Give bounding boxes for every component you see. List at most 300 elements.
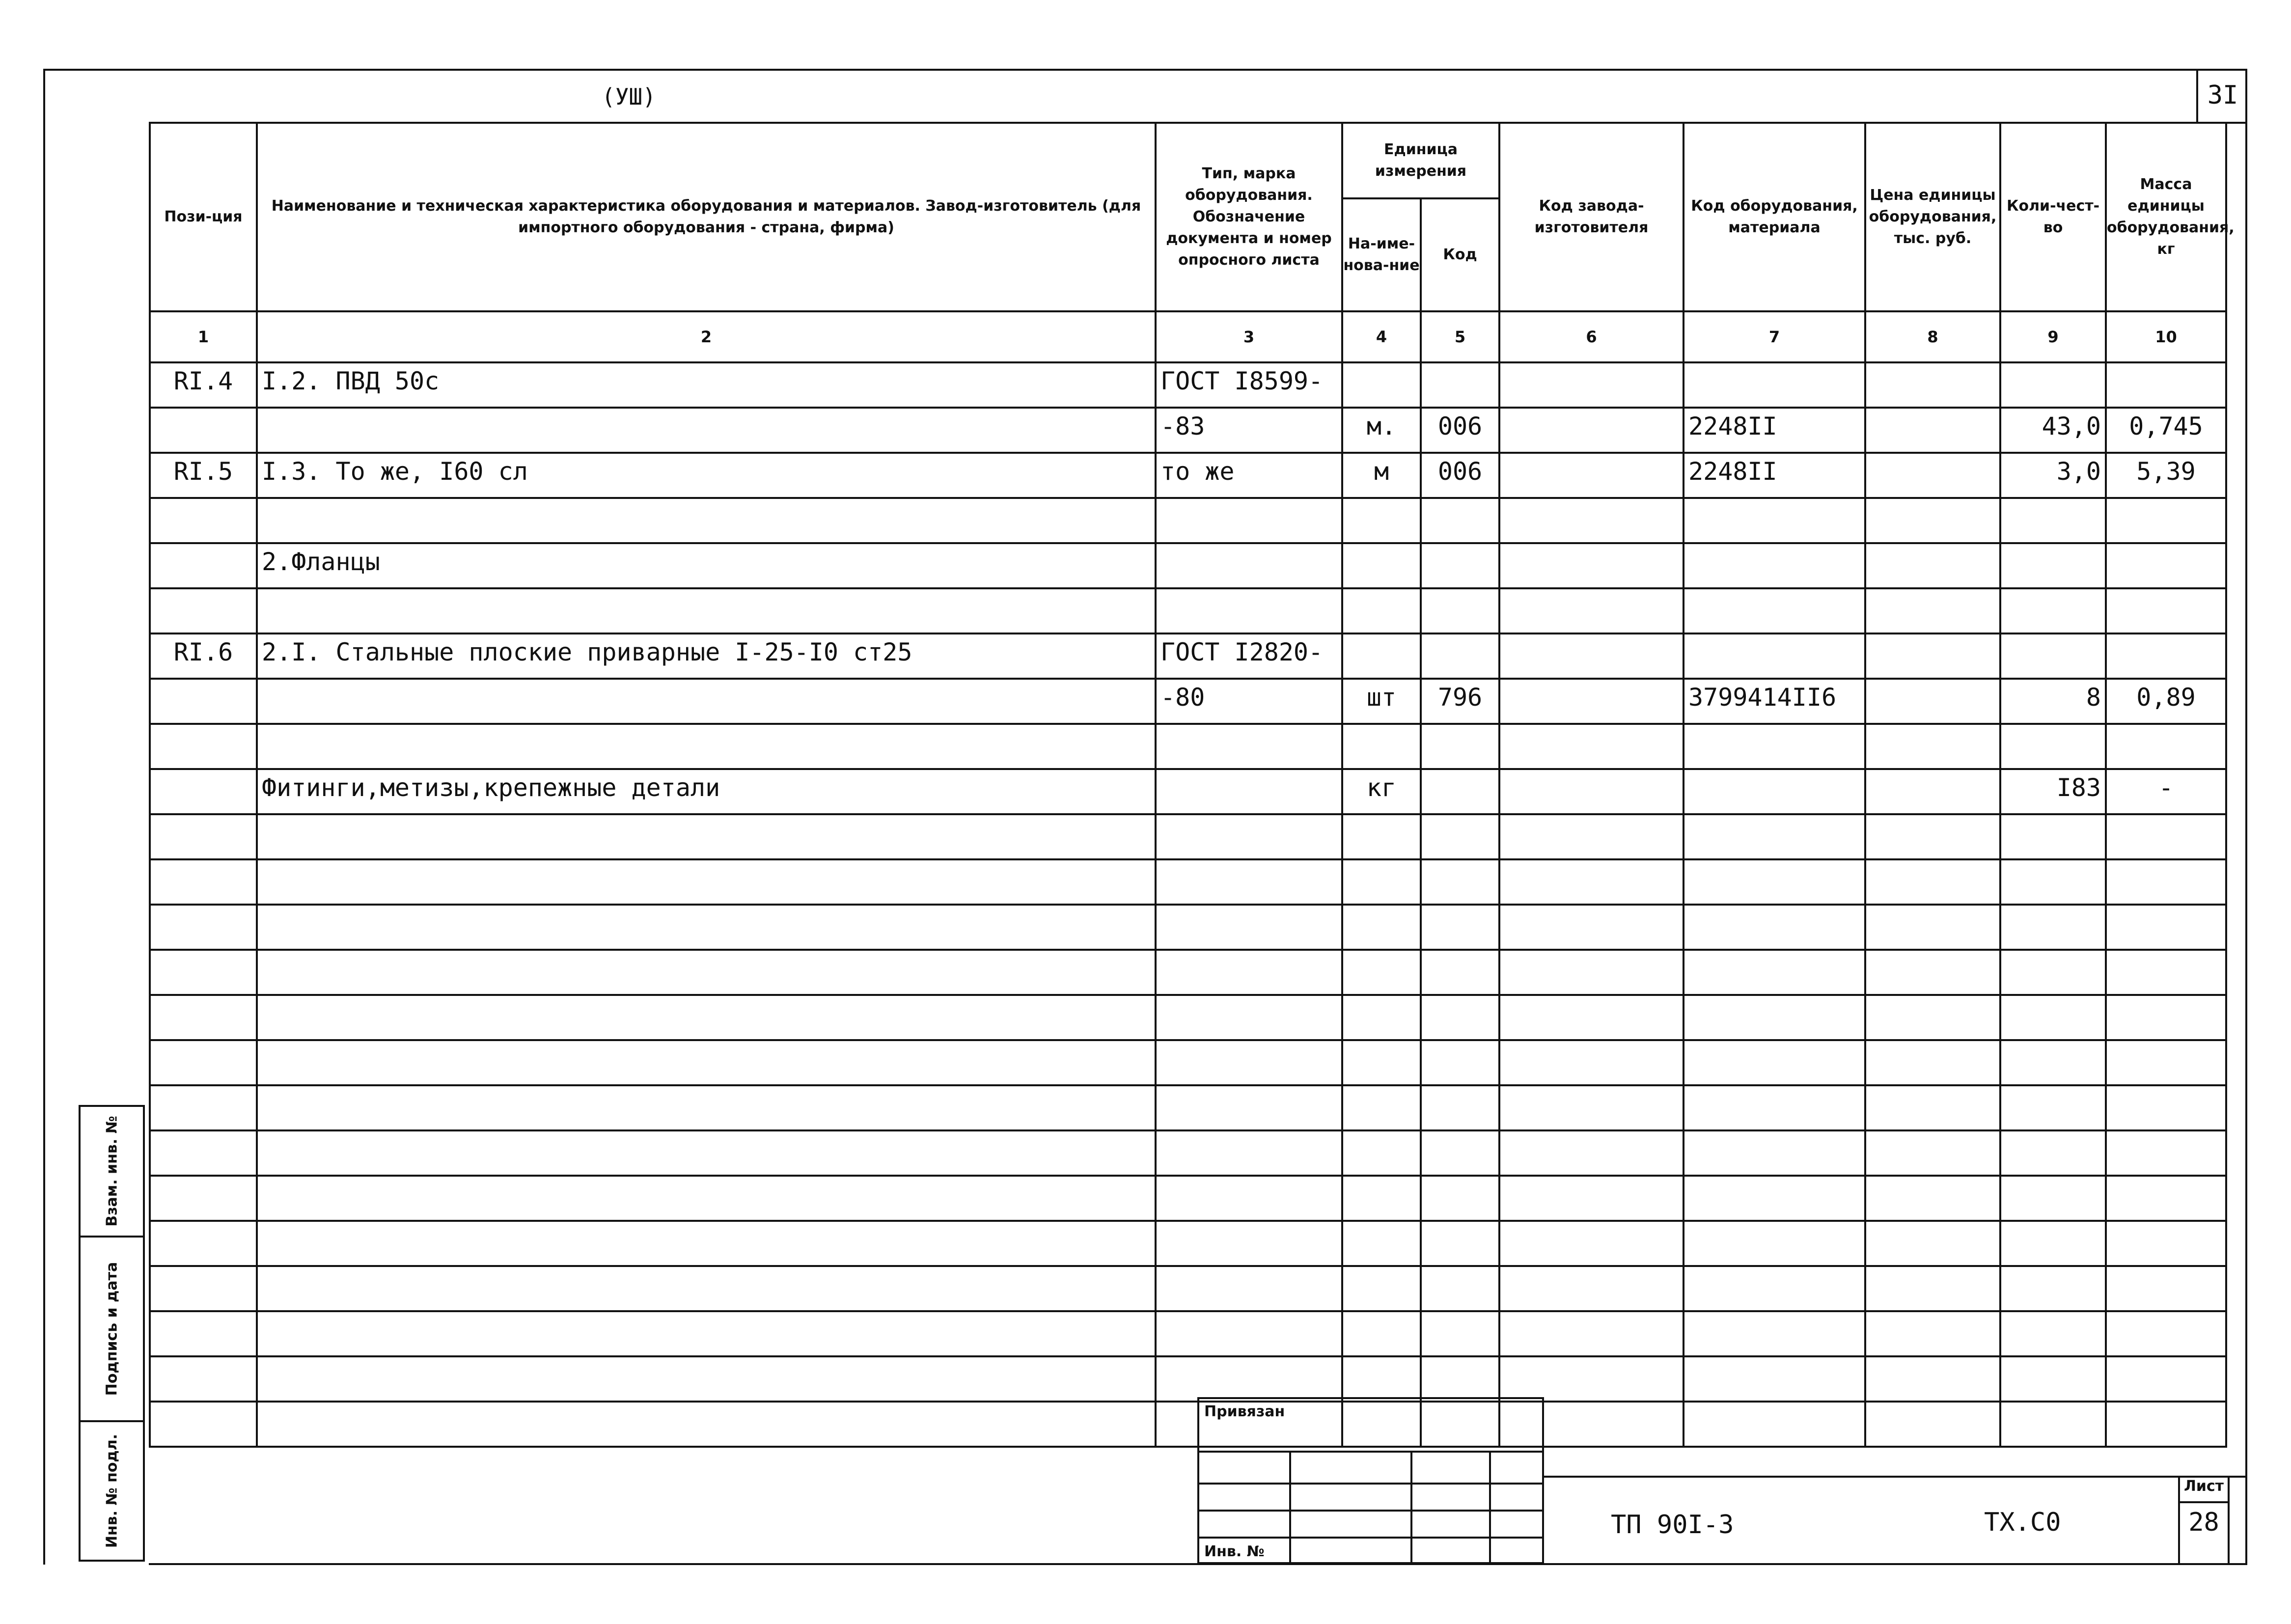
cell-name xyxy=(257,950,1156,995)
cell-price xyxy=(1865,950,2000,995)
table-row xyxy=(150,859,2226,905)
sidebar-label: Подпись и дата xyxy=(103,1262,120,1396)
cell-mat: 3799414II6 xyxy=(1684,679,1865,724)
cell-unit xyxy=(1342,995,1421,1040)
cell-pos xyxy=(150,905,257,950)
cell-price xyxy=(1865,905,2000,950)
col-header-factory-code: Код завода-изготовителя xyxy=(1499,123,1684,311)
cell-mass xyxy=(2106,543,2226,588)
table-row xyxy=(150,1176,2226,1221)
cell-code xyxy=(1421,724,1499,769)
col-header-position: Пози-ция xyxy=(150,123,257,311)
cell-unit: кг xyxy=(1342,769,1421,814)
table-row xyxy=(150,724,2226,769)
cell-name: Фитинги,метизы,крепежные детали xyxy=(257,769,1156,814)
cell-price xyxy=(1865,1221,2000,1266)
title-block-line xyxy=(1544,1476,2247,1478)
cell-pos xyxy=(150,1402,257,1447)
cell-type xyxy=(1156,995,1342,1040)
table-row xyxy=(150,1130,2226,1176)
cell-qty xyxy=(2000,950,2106,995)
cell-factory xyxy=(1499,543,1684,588)
cell-unit xyxy=(1342,1040,1421,1085)
cell-mass xyxy=(2106,1356,2226,1402)
cell-type: ГОСТ I8599- xyxy=(1156,362,1342,408)
cell-code xyxy=(1421,1356,1499,1402)
table-row xyxy=(150,679,2226,724)
cell-unit xyxy=(1342,362,1421,408)
cell-mass xyxy=(2106,724,2226,769)
cell-unit xyxy=(1342,1130,1421,1176)
cell-price xyxy=(1865,859,2000,905)
cell-price xyxy=(1865,1266,2000,1311)
cell-type xyxy=(1156,1311,1342,1356)
cell-price xyxy=(1865,1176,2000,1221)
table-row xyxy=(150,453,2226,498)
cell-pos xyxy=(150,408,257,453)
cell-qty xyxy=(2000,905,2106,950)
cell-mass xyxy=(2106,905,2226,950)
cell-qty xyxy=(2000,1221,2106,1266)
cell-factory xyxy=(1499,905,1684,950)
table-row xyxy=(150,1266,2226,1311)
cell-unit xyxy=(1342,1311,1421,1356)
cell-pos xyxy=(150,1266,257,1311)
col-header-unit-group xyxy=(1342,123,1499,311)
cell-mat xyxy=(1684,1221,1865,1266)
cell-mat: 2248II xyxy=(1684,408,1865,453)
cell-code xyxy=(1421,769,1499,814)
cell-mat xyxy=(1684,1176,1865,1221)
cell-type xyxy=(1156,905,1342,950)
table-row xyxy=(150,633,2226,679)
table-row xyxy=(150,1040,2226,1085)
cell-pos xyxy=(150,724,257,769)
cell-type xyxy=(1156,498,1342,543)
cell-unit xyxy=(1342,1176,1421,1221)
cell-name: I.2. ПВД 50с xyxy=(257,362,1156,408)
col-header-material-code: Код оборудования, материала xyxy=(1684,123,1865,311)
cell-name xyxy=(257,1176,1156,1221)
cell-price xyxy=(1865,1040,2000,1085)
cell-code: 796 xyxy=(1421,679,1499,724)
col-number: 1 xyxy=(150,311,257,362)
cell-name xyxy=(257,588,1156,633)
cell-price xyxy=(1865,588,2000,633)
cell-mass: 0,745 xyxy=(2106,408,2226,453)
cell-mass xyxy=(2106,814,2226,859)
cell-mass xyxy=(2106,588,2226,633)
table-row xyxy=(150,498,2226,543)
cell-mat xyxy=(1684,905,1865,950)
cell-code xyxy=(1421,588,1499,633)
cell-code xyxy=(1421,1221,1499,1266)
cell-mass xyxy=(2106,995,2226,1040)
cell-factory xyxy=(1499,679,1684,724)
cell-factory xyxy=(1499,1221,1684,1266)
cell-code xyxy=(1421,950,1499,995)
cell-mat xyxy=(1684,588,1865,633)
cell-code: 006 xyxy=(1421,408,1499,453)
cell-mass xyxy=(2106,1402,2226,1447)
cell-mass xyxy=(2106,633,2226,679)
cell-pos xyxy=(150,1311,257,1356)
cell-type xyxy=(1156,859,1342,905)
cell-mass xyxy=(2106,362,2226,408)
cell-unit xyxy=(1342,543,1421,588)
cell-type xyxy=(1156,1176,1342,1221)
cell-mat xyxy=(1684,498,1865,543)
cell-factory xyxy=(1499,1356,1684,1402)
table-row xyxy=(150,588,2226,633)
cell-type xyxy=(1156,588,1342,633)
cell-code xyxy=(1421,498,1499,543)
bound-label: Привязан xyxy=(1204,1403,1285,1420)
cell-type xyxy=(1156,1221,1342,1266)
column-number-row xyxy=(150,311,2226,362)
cell-name xyxy=(257,1311,1156,1356)
cell-price xyxy=(1865,1356,2000,1402)
col-header-unit-code: Код xyxy=(1443,246,1477,263)
header-tag: (УШ) xyxy=(602,83,656,110)
sheet-number-box xyxy=(2196,69,2247,124)
col-header-type: Тип, марка оборудования. Обозначение документа и номер опросного листа xyxy=(1156,123,1342,311)
cell-name xyxy=(257,724,1156,769)
cell-mat xyxy=(1684,633,1865,679)
cell-code xyxy=(1421,1040,1499,1085)
cell-name xyxy=(257,1402,1156,1447)
cell-qty xyxy=(2000,724,2106,769)
cell-mat xyxy=(1684,1266,1865,1311)
table-row xyxy=(150,995,2226,1040)
cell-pos xyxy=(150,1356,257,1402)
cell-factory xyxy=(1499,1266,1684,1311)
cell-pos xyxy=(150,859,257,905)
cell-mat xyxy=(1684,1085,1865,1130)
cell-pos xyxy=(150,995,257,1040)
table-row xyxy=(150,769,2226,814)
cell-code xyxy=(1421,995,1499,1040)
cell-code xyxy=(1421,859,1499,905)
cell-price xyxy=(1865,453,2000,498)
cell-type: то же xyxy=(1156,453,1342,498)
bottom-border xyxy=(149,1563,2247,1565)
cell-unit xyxy=(1342,724,1421,769)
col-number: 5 xyxy=(1421,311,1499,362)
cell-type xyxy=(1156,1130,1342,1176)
cell-qty xyxy=(2000,995,2106,1040)
table-row xyxy=(150,408,2226,453)
cell-factory xyxy=(1499,950,1684,995)
sidebar-label: Взам. инв. № xyxy=(103,1116,120,1227)
header-row xyxy=(150,123,2226,311)
cell-factory xyxy=(1499,588,1684,633)
cell-factory xyxy=(1499,362,1684,408)
cell-name xyxy=(257,1040,1156,1085)
cell-unit xyxy=(1342,498,1421,543)
sheet-number: 3I xyxy=(2207,81,2238,110)
cell-name xyxy=(257,1266,1156,1311)
cell-code xyxy=(1421,1176,1499,1221)
cell-unit: м xyxy=(1342,453,1421,498)
cell-type xyxy=(1156,1085,1342,1130)
cell-price xyxy=(1865,1311,2000,1356)
cell-name xyxy=(257,679,1156,724)
document-section: ТХ.С0 xyxy=(1984,1508,2061,1537)
cell-qty xyxy=(2000,1356,2106,1402)
cell-name: I.3. То же, I60 сл xyxy=(257,453,1156,498)
cell-pos xyxy=(150,769,257,814)
specification-table xyxy=(149,122,2235,1448)
cell-pos: RI.6 xyxy=(150,633,257,679)
cell-factory xyxy=(1499,769,1684,814)
table-body xyxy=(150,362,2226,1447)
cell-type xyxy=(1156,724,1342,769)
cell-unit xyxy=(1342,633,1421,679)
cell-unit xyxy=(1342,1221,1421,1266)
cell-pos xyxy=(150,1130,257,1176)
table-row xyxy=(150,1311,2226,1356)
cell-type: -83 xyxy=(1156,408,1342,453)
cell-qty xyxy=(2000,543,2106,588)
cell-unit: шт xyxy=(1342,679,1421,724)
table-row xyxy=(150,1402,2226,1447)
cell-mat xyxy=(1684,543,1865,588)
cell-qty xyxy=(2000,588,2106,633)
table-row xyxy=(150,543,2226,588)
cell-factory xyxy=(1499,633,1684,679)
cell-type xyxy=(1156,543,1342,588)
cell-mat xyxy=(1684,995,1865,1040)
cell-mass: - xyxy=(2106,769,2226,814)
col-number: 9 xyxy=(2000,311,2106,362)
table-row xyxy=(150,905,2226,950)
cell-mass xyxy=(2106,1130,2226,1176)
cell-name xyxy=(257,1130,1156,1176)
cell-mass xyxy=(2106,1311,2226,1356)
cell-price xyxy=(1865,633,2000,679)
cell-mat xyxy=(1684,950,1865,995)
cell-code xyxy=(1421,633,1499,679)
col-header-quantity: Коли-чест-во xyxy=(2000,123,2106,311)
cell-mat xyxy=(1684,1040,1865,1085)
cell-name xyxy=(257,859,1156,905)
cell-pos: RI.4 xyxy=(150,362,257,408)
cell-unit xyxy=(1342,814,1421,859)
cell-name xyxy=(257,995,1156,1040)
cell-code xyxy=(1421,1311,1499,1356)
cell-unit xyxy=(1342,905,1421,950)
cell-unit xyxy=(1342,1356,1421,1402)
cell-name xyxy=(257,1356,1156,1402)
cell-name: 2.Фланцы xyxy=(257,543,1156,588)
cell-type xyxy=(1156,1040,1342,1085)
cell-mat xyxy=(1684,769,1865,814)
unit-group-label: Единица измерения xyxy=(1343,124,1498,199)
cell-price xyxy=(1865,408,2000,453)
sidebar-cell-original-inv xyxy=(79,1420,145,1562)
cell-mass xyxy=(2106,1221,2226,1266)
cell-mat xyxy=(1684,1356,1865,1402)
cell-mat xyxy=(1684,724,1865,769)
cell-price xyxy=(1865,1130,2000,1176)
col-number: 4 xyxy=(1342,311,1421,362)
cell-mass xyxy=(2106,1176,2226,1221)
sheet-box xyxy=(2178,1476,2230,1564)
col-number: 2 xyxy=(257,311,1156,362)
cell-name xyxy=(257,498,1156,543)
cell-factory xyxy=(1499,453,1684,498)
col-number: 3 xyxy=(1156,311,1342,362)
cell-price xyxy=(1865,543,2000,588)
cell-factory xyxy=(1499,1176,1684,1221)
approval-sidebar xyxy=(79,1105,145,1562)
cell-qty xyxy=(2000,1402,2106,1447)
sidebar-cell-signature xyxy=(79,1236,145,1422)
sheet-label: Лист xyxy=(2180,1478,2228,1503)
binding-stamp xyxy=(1197,1397,1544,1564)
table-row xyxy=(150,1085,2226,1130)
cell-factory xyxy=(1499,814,1684,859)
cell-type xyxy=(1156,814,1342,859)
cell-unit xyxy=(1342,859,1421,905)
page-number: 28 xyxy=(2188,1508,2219,1537)
cell-qty: 3,0 xyxy=(2000,453,2106,498)
col-header-price: Цена единицы оборудования, тыс. руб. xyxy=(1865,123,2000,311)
document-code: ТП 90I-3 xyxy=(1611,1510,1734,1540)
cell-pos xyxy=(150,498,257,543)
cell-name xyxy=(257,905,1156,950)
cell-pos xyxy=(150,950,257,995)
cell-qty xyxy=(2000,498,2106,543)
cell-code xyxy=(1421,1130,1499,1176)
cell-factory xyxy=(1499,724,1684,769)
cell-factory xyxy=(1499,1130,1684,1176)
cell-qty xyxy=(2000,859,2106,905)
cell-factory xyxy=(1499,408,1684,453)
cell-unit xyxy=(1342,588,1421,633)
cell-qty xyxy=(2000,1130,2106,1176)
cell-qty: 43,0 xyxy=(2000,408,2106,453)
cell-qty xyxy=(2000,1266,2106,1311)
cell-price xyxy=(1865,679,2000,724)
table-row xyxy=(150,814,2226,859)
cell-mass xyxy=(2106,1085,2226,1130)
col-header-name: Наименование и техническая характеристика оборудования и материалов. Завод-изготовитель (для импортного оборудования - страна, фирма) xyxy=(257,123,1156,311)
cell-pos: RI.5 xyxy=(150,453,257,498)
cell-qty xyxy=(2000,362,2106,408)
col-number: 6 xyxy=(1499,311,1684,362)
cell-factory xyxy=(1499,1085,1684,1130)
cell-mat xyxy=(1684,859,1865,905)
cell-factory xyxy=(1499,498,1684,543)
cell-factory xyxy=(1499,995,1684,1040)
cell-unit xyxy=(1342,950,1421,995)
cell-price xyxy=(1865,995,2000,1040)
cell-mat: 2248II xyxy=(1684,453,1865,498)
cell-qty xyxy=(2000,1040,2106,1085)
cell-price xyxy=(1865,1085,2000,1130)
cell-type xyxy=(1156,950,1342,995)
table-row xyxy=(150,1221,2226,1266)
cell-type: ГОСТ I2820- xyxy=(1156,633,1342,679)
cell-qty xyxy=(2000,1311,2106,1356)
cell-unit xyxy=(1342,1266,1421,1311)
cell-pos xyxy=(150,1221,257,1266)
cell-price xyxy=(1865,1402,2000,1447)
col-header-unit-name: На-име-нова-ние xyxy=(1343,199,1422,310)
cell-code xyxy=(1421,1266,1499,1311)
cell-name xyxy=(257,408,1156,453)
cell-price xyxy=(1865,769,2000,814)
cell-factory xyxy=(1499,1040,1684,1085)
cell-pos xyxy=(150,814,257,859)
cell-unit: м. xyxy=(1342,408,1421,453)
table-row xyxy=(150,950,2226,995)
cell-mass: 5,39 xyxy=(2106,453,2226,498)
cell-code xyxy=(1421,814,1499,859)
cell-name xyxy=(257,814,1156,859)
cell-pos xyxy=(150,1040,257,1085)
col-number: 10 xyxy=(2106,311,2226,362)
cell-code xyxy=(1421,905,1499,950)
cell-mass xyxy=(2106,498,2226,543)
cell-unit xyxy=(1342,1085,1421,1130)
cell-qty xyxy=(2000,633,2106,679)
cell-factory xyxy=(1499,1311,1684,1356)
cell-code xyxy=(1421,1085,1499,1130)
cell-pos xyxy=(150,1085,257,1130)
cell-type: -80 xyxy=(1156,679,1342,724)
table-row xyxy=(150,1356,2226,1402)
cell-name: 2.I. Стальные плоские приварные I-25-I0 ст25 xyxy=(257,633,1156,679)
cell-qty: 8 xyxy=(2000,679,2106,724)
cell-price xyxy=(1865,362,2000,408)
cell-pos xyxy=(150,588,257,633)
cell-name xyxy=(257,1221,1156,1266)
cell-type xyxy=(1156,1266,1342,1311)
cell-mat xyxy=(1684,814,1865,859)
table-row xyxy=(150,362,2226,408)
sidebar-label: Инв. № подл. xyxy=(103,1433,120,1548)
cell-code: 006 xyxy=(1421,453,1499,498)
cell-mass xyxy=(2106,859,2226,905)
cell-type xyxy=(1156,1356,1342,1402)
cell-pos xyxy=(150,1176,257,1221)
cell-mass xyxy=(2106,1266,2226,1311)
cell-qty: I83 xyxy=(2000,769,2106,814)
col-header-mass: Масса единицы оборудования, кг xyxy=(2106,123,2226,311)
cell-price xyxy=(1865,814,2000,859)
cell-type xyxy=(1156,769,1342,814)
cell-qty xyxy=(2000,1176,2106,1221)
cell-mat xyxy=(1684,1402,1865,1447)
inv-label: Инв. № xyxy=(1204,1543,1265,1560)
cell-factory xyxy=(1499,859,1684,905)
col-number: 8 xyxy=(1865,311,2000,362)
cell-qty xyxy=(2000,1085,2106,1130)
cell-code xyxy=(1421,543,1499,588)
cell-name xyxy=(257,1085,1156,1130)
cell-pos xyxy=(150,543,257,588)
cell-mat xyxy=(1684,1130,1865,1176)
cell-mat xyxy=(1684,1311,1865,1356)
cell-mass xyxy=(2106,1040,2226,1085)
cell-mass xyxy=(2106,950,2226,995)
cell-mat xyxy=(1684,362,1865,408)
sidebar-cell-replaced-inv xyxy=(79,1105,145,1238)
cell-code xyxy=(1421,362,1499,408)
